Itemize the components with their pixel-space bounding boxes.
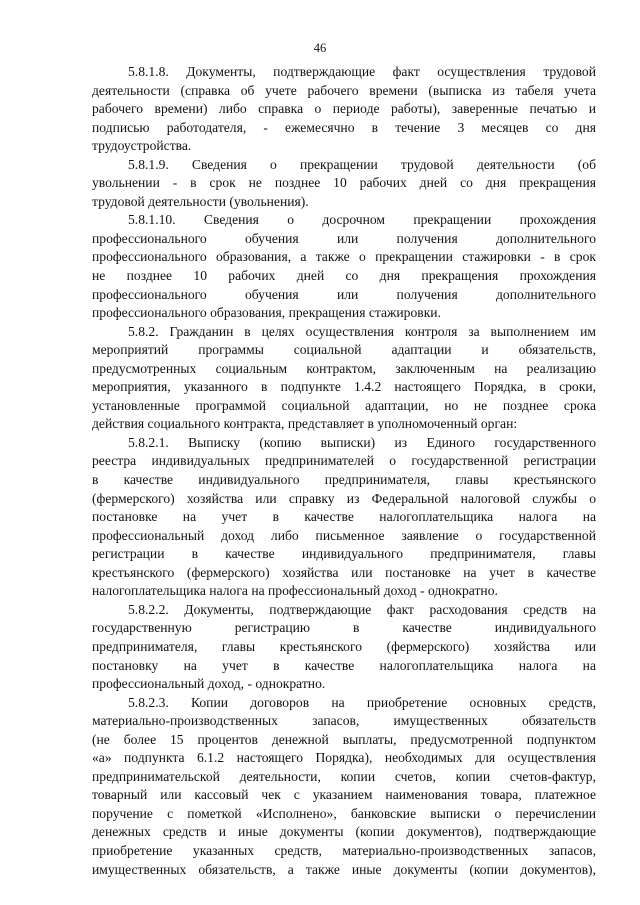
text-line: профессиональный доход либо письменное заявление о государственной bbox=[92, 527, 596, 543]
text-line: увольнении - в срок не позднее 10 рабочих дней со дня прекращения bbox=[92, 175, 596, 191]
text-line: 5.8.2.3. Копии договоров на приобретение основных средств, bbox=[128, 694, 596, 710]
text-line: профессионального образования, а также о прекращении стажировки - в срок bbox=[92, 249, 596, 265]
text-line: 5.8.1.10. Сведения о досрочном прекращении прохождения bbox=[128, 212, 596, 228]
text-line: 5.8.1.9. Сведения о прекращении трудовой деятельности (об bbox=[128, 156, 596, 172]
text-line: предпринимателя, главы крестьянского (фермерского) хозяйства или bbox=[92, 638, 596, 654]
paragraph bbox=[92, 434, 596, 601]
text-line: не позднее 10 рабочих дней со дня прекращения прохождения bbox=[92, 268, 596, 284]
text-line: приобретение указанных средств, материально-производственных запасов, bbox=[92, 842, 596, 858]
paragraph bbox=[92, 694, 596, 879]
text-line: материально-производственных запасов, имущественных обязательств bbox=[92, 713, 596, 729]
text-line: подписью работодателя, - ежемесячно в течение 3 месяцев со дня bbox=[92, 119, 596, 135]
text-line: предусмотренных социальным контрактом, заключенным на реализацию bbox=[92, 360, 596, 376]
paragraph bbox=[92, 63, 596, 156]
text-line: имущественных обязательств, а также иные документы (копии документов), bbox=[92, 861, 596, 877]
text-line: 5.8.2.2. Документы, подтверждающие факт расходования средств на bbox=[128, 601, 596, 617]
text-line: реестра индивидуальных предпринимателей о государственной регистрации bbox=[92, 453, 596, 469]
text-line: мероприятия, указанного в подпункте 1.4.2 настоящего Порядка, в сроки, bbox=[92, 379, 596, 395]
text-line: трудовой деятельности (увольнения). bbox=[92, 193, 309, 209]
text-line: крестьянского (фермерского) хозяйства или постановке на учет в качестве bbox=[92, 564, 596, 580]
text-line: деятельности (справка об учете рабочего времени (выписка из табеля учета bbox=[92, 82, 596, 98]
text-line: товарный или кассовый чек с указанием наименования товара, платежное bbox=[92, 787, 596, 803]
text-line: профессионального обучения или получения дополнительного bbox=[92, 286, 596, 302]
text-line: постановку на учет в качестве налогоплательщика налога на bbox=[92, 657, 596, 673]
text-line: «а» подпункта 6.1.2 настоящего Порядка), необходимых для осуществления bbox=[92, 750, 596, 766]
page-number: 46 bbox=[313, 41, 327, 55]
text-line: профессиональный доход, - однократно. bbox=[92, 676, 326, 692]
paragraph bbox=[92, 156, 596, 212]
paragraph bbox=[92, 323, 596, 434]
text-line: регистрации в качестве индивидуального предпринимателя, главы bbox=[92, 546, 596, 562]
paragraph bbox=[92, 601, 596, 694]
text-line: 5.8.2.1. Выписку (копию выписки) из Единого государственного bbox=[128, 434, 596, 450]
text-line: налогоплательщика налога на профессиональный доход - однократно. bbox=[92, 583, 498, 599]
text-line: профессионального обучения или получения дополнительного bbox=[92, 230, 596, 246]
text-line: установленные программой социальной адаптации, но не позднее срока bbox=[92, 397, 596, 413]
text-line: 5.8.1.8. Документы, подтверждающие факт осуществления трудовой bbox=[128, 64, 596, 79]
text-line: мероприятий программы социальной адаптации и обязательств, bbox=[92, 342, 596, 358]
text-line: поручение с пометкой «Исполнено», банковские выписки о перечислении bbox=[92, 805, 596, 821]
text-line: государственную регистрацию в качестве индивидуального bbox=[92, 620, 596, 636]
paragraph bbox=[92, 211, 596, 322]
text-line: профессионального образования, прекращения стажировки. bbox=[92, 305, 441, 321]
text-line: действия социального контракта, представляет в уполномоченный орган: bbox=[92, 416, 518, 432]
text-line: рабочего времени) либо справка о периоде работы), заверенные печатью и bbox=[92, 101, 596, 117]
document-body bbox=[92, 63, 596, 879]
text-line: (не более 15 процентов денежной выплаты, предусмотренной подпунктом bbox=[92, 731, 596, 747]
text-line: в качестве индивидуального предпринимателя, главы крестьянского bbox=[92, 472, 596, 488]
text-line: постановке на учет в качестве налогоплательщика налога на bbox=[92, 509, 596, 525]
text-line: трудоустройства. bbox=[92, 138, 192, 154]
text-line: денежных средств и иные документы (копии документов), подтверждающие bbox=[92, 824, 596, 840]
text-line: (фермерского) хозяйства или справку из Федеральной налоговой службы о bbox=[92, 490, 596, 506]
text-line: предпринимательской деятельности, копии счетов, копии счетов-фактур, bbox=[92, 768, 596, 784]
text-line: 5.8.2. Гражданин в целях осуществления контроля за выполнением им bbox=[128, 323, 596, 339]
